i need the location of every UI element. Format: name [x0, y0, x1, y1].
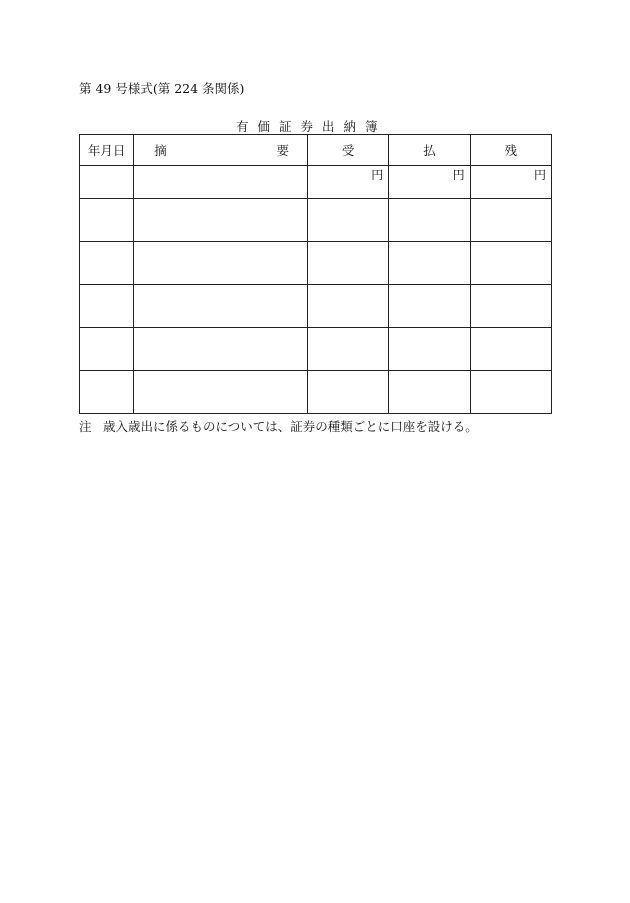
- cell-balance: [470, 285, 551, 328]
- cell-balance: [470, 371, 551, 414]
- table-row: [80, 328, 552, 371]
- cell-balance: [470, 199, 551, 242]
- cell-date: [80, 166, 134, 199]
- cell-date: [80, 328, 134, 371]
- cell-paid: [389, 242, 470, 285]
- cell-balance: [470, 166, 551, 199]
- received-unit: 円: [371, 168, 384, 182]
- footnote-text: 歳入歳出に係るものについては、証券の種類ごとに口座を設ける。: [103, 419, 478, 434]
- header-summary: [134, 135, 308, 166]
- table-row: [80, 371, 552, 414]
- balance-unit: 円: [533, 168, 546, 182]
- cell-summary: [134, 371, 308, 414]
- cell-balance: [470, 328, 551, 371]
- cell-paid: [389, 328, 470, 371]
- table-row: [80, 166, 552, 199]
- header-summary-left: 摘: [154, 143, 167, 158]
- form-number: 第 49 号様式(第 224 条関係): [79, 81, 245, 96]
- cell-paid: [389, 371, 470, 414]
- table-row: [80, 285, 552, 328]
- cell-paid: [389, 285, 470, 328]
- header-summary-right: 要: [276, 143, 289, 158]
- cell-summary: [134, 285, 308, 328]
- securities-ledger-table: [79, 134, 552, 414]
- table-row: [80, 199, 552, 242]
- cell-received: [307, 328, 388, 371]
- cell-received: [307, 242, 388, 285]
- header-row: [80, 135, 552, 166]
- cell-paid: [389, 166, 470, 199]
- cell-date: [80, 285, 134, 328]
- table-row: [80, 242, 552, 285]
- cell-summary: [134, 199, 308, 242]
- cell-summary: [134, 242, 308, 285]
- cell-received: [307, 285, 388, 328]
- cell-received: [307, 166, 388, 199]
- header-paid: 払: [389, 135, 470, 166]
- paid-unit: 円: [452, 168, 465, 182]
- cell-date: [80, 242, 134, 285]
- cell-date: [80, 371, 134, 414]
- header-balance: 残: [470, 135, 551, 166]
- cell-paid: [389, 199, 470, 242]
- cell-received: [307, 371, 388, 414]
- footnote-label: 注: [79, 419, 92, 434]
- cell-received: [307, 199, 388, 242]
- cell-balance: [470, 242, 551, 285]
- cell-summary: [134, 166, 308, 199]
- cell-summary: [134, 328, 308, 371]
- cell-date: [80, 199, 134, 242]
- header-received: 受: [307, 135, 388, 166]
- document-title: 有価証券出納簿: [236, 119, 387, 134]
- footnote: [79, 419, 478, 435]
- header-date: 年月日: [80, 135, 134, 166]
